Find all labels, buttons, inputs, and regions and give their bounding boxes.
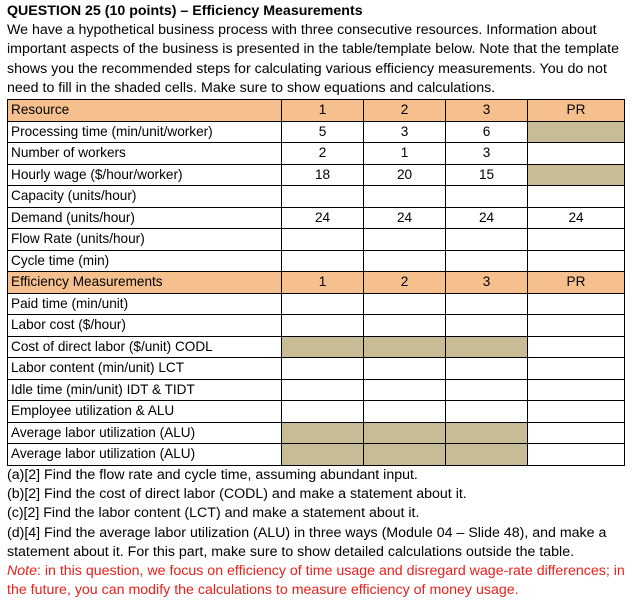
table-cell xyxy=(446,315,528,337)
row-label: Labor content (min/unit) LCT xyxy=(8,358,282,380)
table-row xyxy=(8,164,625,186)
efficiency-header-row xyxy=(8,272,625,294)
table-cell xyxy=(446,336,528,358)
efficiency-table xyxy=(7,99,625,466)
table-cell: 24 xyxy=(364,207,446,229)
row-label: Hourly wage ($/hour/worker) xyxy=(8,164,282,186)
table-row xyxy=(8,250,625,272)
table-cell: 3 xyxy=(446,143,528,165)
table-cell xyxy=(528,444,625,466)
table-cell xyxy=(364,293,446,315)
header-cell: 3 xyxy=(446,272,528,294)
table-cell xyxy=(364,250,446,272)
table-row xyxy=(8,207,625,229)
table-cell: 1 xyxy=(364,143,446,165)
table-cell xyxy=(282,293,364,315)
table-cell xyxy=(364,229,446,251)
table-cell xyxy=(282,250,364,272)
row-label: Number of workers xyxy=(8,143,282,165)
row-label: Average labor utilization (ALU) xyxy=(8,422,282,444)
table-cell: 24 xyxy=(528,207,625,229)
table-cell: 20 xyxy=(364,164,446,186)
table-cell xyxy=(446,229,528,251)
table-cell xyxy=(282,186,364,208)
table-cell xyxy=(528,336,625,358)
table-cell xyxy=(446,444,528,466)
table-cell xyxy=(282,444,364,466)
row-label: Paid time (min/unit) xyxy=(8,293,282,315)
table-cell xyxy=(282,336,364,358)
table-cell: 15 xyxy=(446,164,528,186)
header-cell: PR xyxy=(528,100,625,122)
table-row xyxy=(8,358,625,380)
table-cell: 6 xyxy=(446,121,528,143)
row-label: Flow Rate (units/hour) xyxy=(8,229,282,251)
table-cell xyxy=(446,401,528,423)
note-paragraph xyxy=(7,562,631,601)
header-label: Resource xyxy=(8,100,282,122)
table-row xyxy=(8,444,625,466)
table-cell xyxy=(364,358,446,380)
table-cell xyxy=(364,336,446,358)
table-cell: 18 xyxy=(282,164,364,186)
header-cell: 1 xyxy=(282,272,364,294)
table-cell: 5 xyxy=(282,121,364,143)
table-cell xyxy=(282,379,364,401)
row-label: Capacity (units/hour) xyxy=(8,186,282,208)
table-row xyxy=(8,379,625,401)
table-cell xyxy=(528,186,625,208)
header-cell: 3 xyxy=(446,100,528,122)
table-cell xyxy=(528,315,625,337)
table-row xyxy=(8,422,625,444)
question-a: (a)[2] Find the flow rate and cycle time, assuming abundant input. xyxy=(7,466,418,483)
table-cell xyxy=(282,229,364,251)
table-cell xyxy=(282,401,364,423)
table-row xyxy=(8,315,625,337)
header-cell: 2 xyxy=(364,100,446,122)
question-c: (c)[2] Find the labor content (LCT) and make a statement about it. xyxy=(7,505,420,522)
table-row xyxy=(8,401,625,423)
question-title: QUESTION 25 (10 points) – Efficiency Measurements xyxy=(7,3,363,19)
table-cell xyxy=(528,358,625,380)
row-label: Demand (units/hour) xyxy=(8,207,282,229)
table-cell xyxy=(282,358,364,380)
question-b: (b)[2] Find the cost of direct labor (CODL) and make a statement about it. xyxy=(7,485,467,502)
header-cell: 1 xyxy=(282,100,364,122)
table-cell xyxy=(528,229,625,251)
header-cell: 2 xyxy=(364,272,446,294)
table-row xyxy=(8,336,625,358)
table-cell xyxy=(528,121,625,143)
row-label: Cost of direct labor ($/unit) CODL xyxy=(8,336,282,358)
table-cell xyxy=(528,401,625,423)
table-cell xyxy=(446,379,528,401)
table-cell: 2 xyxy=(282,143,364,165)
table-cell xyxy=(446,186,528,208)
table-cell xyxy=(528,422,625,444)
table-row xyxy=(8,293,625,315)
table-cell xyxy=(364,315,446,337)
note-text: : in this question, we focus on efficiency of time usage and disregard wage-rate differences; in the future, you can modify the calculations to measure efficiency of money usage. xyxy=(7,563,625,599)
table-cell xyxy=(528,250,625,272)
table-cell xyxy=(364,444,446,466)
row-label: Labor cost ($/hour) xyxy=(8,315,282,337)
table-cell: 24 xyxy=(446,207,528,229)
table-cell xyxy=(364,186,446,208)
header-cell: PR xyxy=(528,272,625,294)
question-d: (d)[4] Find the average labor utilization (ALU) in three ways (Module 04 – Slide 48), and make a statement about it. For this part, make sure to show detailed calculations outside the table. xyxy=(7,524,607,560)
resource-header-row xyxy=(8,100,625,122)
table-cell xyxy=(446,358,528,380)
table-cell xyxy=(282,422,364,444)
table-cell xyxy=(364,422,446,444)
table-row xyxy=(8,186,625,208)
table-cell xyxy=(528,143,625,165)
table-cell xyxy=(364,401,446,423)
row-label: Average labor utilization (ALU) xyxy=(8,444,282,466)
table-cell xyxy=(282,315,364,337)
table-row xyxy=(8,229,625,251)
table-cell xyxy=(446,422,528,444)
table-cell xyxy=(528,293,625,315)
row-label: Employee utilization & ALU xyxy=(8,401,282,423)
table-cell xyxy=(528,379,625,401)
row-label: Processing time (min/unit/worker) xyxy=(8,121,282,143)
table-cell xyxy=(446,250,528,272)
row-label: Idle time (min/unit) IDT & TIDT xyxy=(8,379,282,401)
table-row xyxy=(8,143,625,165)
header-label: Efficiency Measurements xyxy=(8,272,282,294)
row-label: Cycle time (min) xyxy=(8,250,282,272)
question-intro: We have a hypothetical business process with three consecutive resources. Information about important aspects of the business is presented in the table/template below. Note that the template shows you the recommended steps for calculating various efficiency measurements. You do not need to fill in the shaded cells. Make sure to show equations and calculations. xyxy=(7,22,620,96)
table-row xyxy=(8,121,625,143)
table-cell: 24 xyxy=(282,207,364,229)
table-cell xyxy=(364,379,446,401)
table-cell xyxy=(446,293,528,315)
table-cell xyxy=(528,164,625,186)
table-cell: 3 xyxy=(364,121,446,143)
note-label: Note xyxy=(7,563,37,580)
